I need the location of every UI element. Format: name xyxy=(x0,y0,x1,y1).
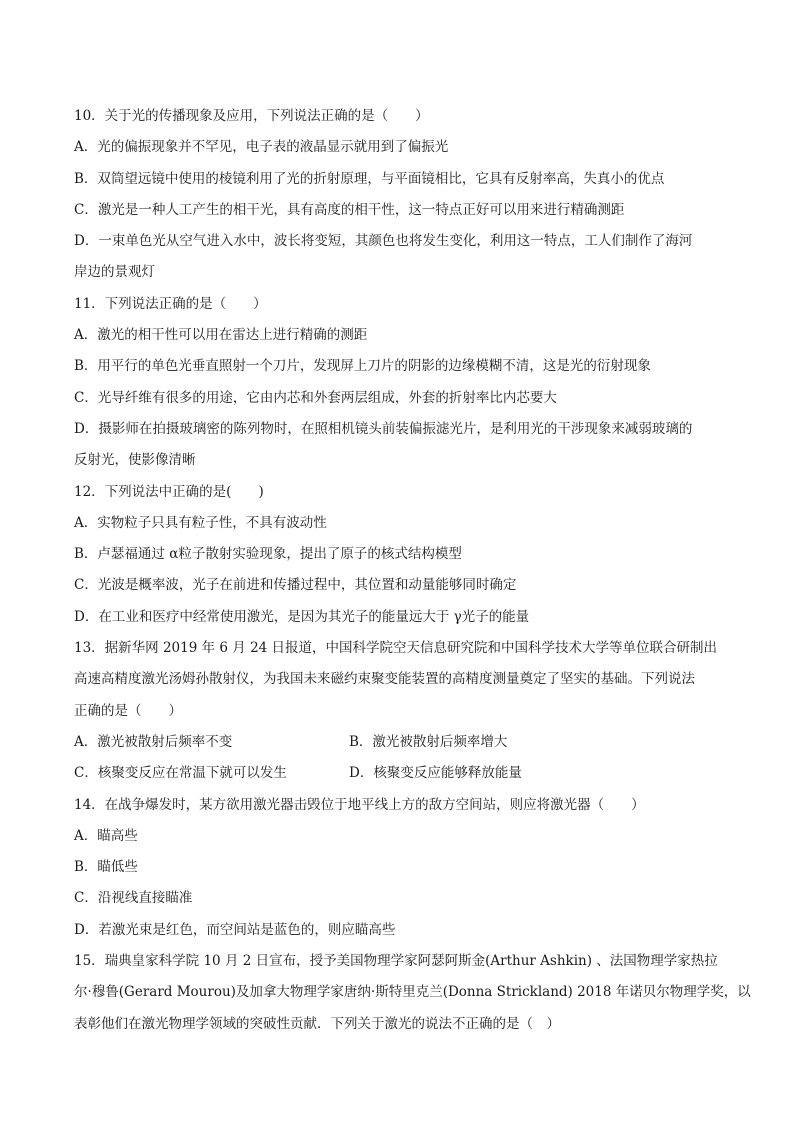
question-11-stem: 11．下列说法正确的是（ ） xyxy=(74,295,267,312)
question-13-option-d: D．核聚变反应能够释放能量 xyxy=(349,765,522,782)
question-12-stem: 12．下列说法中正确的是( ) xyxy=(74,483,264,500)
question-14-option-b: B．瞄低些 xyxy=(74,859,138,876)
question-13-option-b: B．激光被散射后频率增大 xyxy=(349,733,508,750)
question-12-option-b: B．卢瑟福通过 α粒子散射实验现象，提出了原子的核式结构模型 xyxy=(74,546,462,563)
question-14-option-d: D．若激光束是红色，而空间站是蓝色的，则应瞄高些 xyxy=(74,921,396,938)
question-14-option-a: A．瞄高些 xyxy=(74,827,138,844)
question-11-option-b: B．用平行的单色光垂直照射一个刀片，发现屏上刀片的阴影的边缘模糊不清，这是光的衍射现象 xyxy=(74,358,651,375)
question-10-option-b: B．双筒望远镜中使用的棱镜利用了光的折射原理，与平面镜相比，它具有反射率高，失真小的优点 xyxy=(74,170,665,187)
question-12-option-a: A．实物粒子只具有粒子性，不具有波动性 xyxy=(74,514,327,531)
question-13-option-c: C．核聚变反应在常温下就可以发生 xyxy=(74,765,287,782)
question-11-option-d-cont: 反射光，使影像清晰 xyxy=(74,452,196,469)
question-10-stem: 10．关于光的传播现象及应用，下列说法正确的是（ ） xyxy=(74,108,429,124)
question-15-stem: 15．瑞典皇家科学院 10 月 2 日宣布，授予美国物理学家阿瑟阿斯金(Arthur Ashkin) 、法国物理学家热拉 xyxy=(74,953,718,970)
question-13-stem-line2: 高速高精度激光汤姆孙散射仪，为我国未来磁约束聚变能装置的高精度测量奠定了坚实的基础。下列说法 xyxy=(74,671,695,688)
question-11-option-c: C．光导纤维有很多的用途，它由内芯和外套两层组成，外套的折射率比内芯要大 xyxy=(74,389,557,406)
question-11-option-a: A．激光的相干性可以用在雷达上进行精确的测距 xyxy=(74,327,368,344)
question-10-option-a: A．光的偏振现象并不罕见，电子表的液晶显示就用到了偏振光 xyxy=(74,139,449,156)
question-15-stem-line3: 表彰他们在激光物理学领域的突破性贡献．下列关于激光的说法不正确的是（ ） xyxy=(74,1015,560,1032)
question-11-option-d: D．摄影师在拍摄玻璃密的陈列物时，在照相机镜头前装偏振滤光片，是利用光的干涉现象来减弱玻璃的 xyxy=(74,420,693,437)
question-10-option-d-cont: 岸边的景观灯 xyxy=(74,264,155,281)
question-10-option-c: C．激光是一种人工产生的相干光，具有高度的相干性，这一特点正好可以用来进行精确测距 xyxy=(74,201,625,218)
question-10-option-d: D．一束单色光从空气进入水中，波长将变短，其颜色也将发生变化，利用这一特点，工人们制作了海河 xyxy=(74,233,693,250)
question-12-option-d: D．在工业和医疗中经常使用激光，是因为其光子的能量远大于 γ光子的能量 xyxy=(74,608,530,625)
question-12-option-c: C．光波是概率波，光子在前进和传播过程中，其位置和动量能够同时确定 xyxy=(74,577,517,594)
question-15-stem-line2: 尔·穆鲁(Gerard Mourou)及加拿大物理学家唐纳·斯特里克兰(Donna Strickland) 2018 年诺贝尔物理学奖，以 xyxy=(74,984,751,1001)
question-14-stem: 14．在战争爆发时，某方欲用激光器击毁位于地平线上方的敌方空间站，则应将激光器（ ） xyxy=(74,796,645,813)
question-13-options-row-1 xyxy=(74,727,724,758)
question-13-stem: 13．据新华网 2019 年 6 月 24 日报道，中国科学院空天信息研究院和中国科学技术大学等单位联合研制出 xyxy=(74,640,718,657)
question-13-option-a: A．激光被散射后频率不变 xyxy=(74,733,233,750)
question-13-options-row-2 xyxy=(74,758,724,789)
question-14-option-c: C．沿视线直接瞄准 xyxy=(74,890,193,907)
question-13-stem-line3: 正确的是（ ） xyxy=(74,702,182,719)
exam-page xyxy=(74,101,751,1040)
